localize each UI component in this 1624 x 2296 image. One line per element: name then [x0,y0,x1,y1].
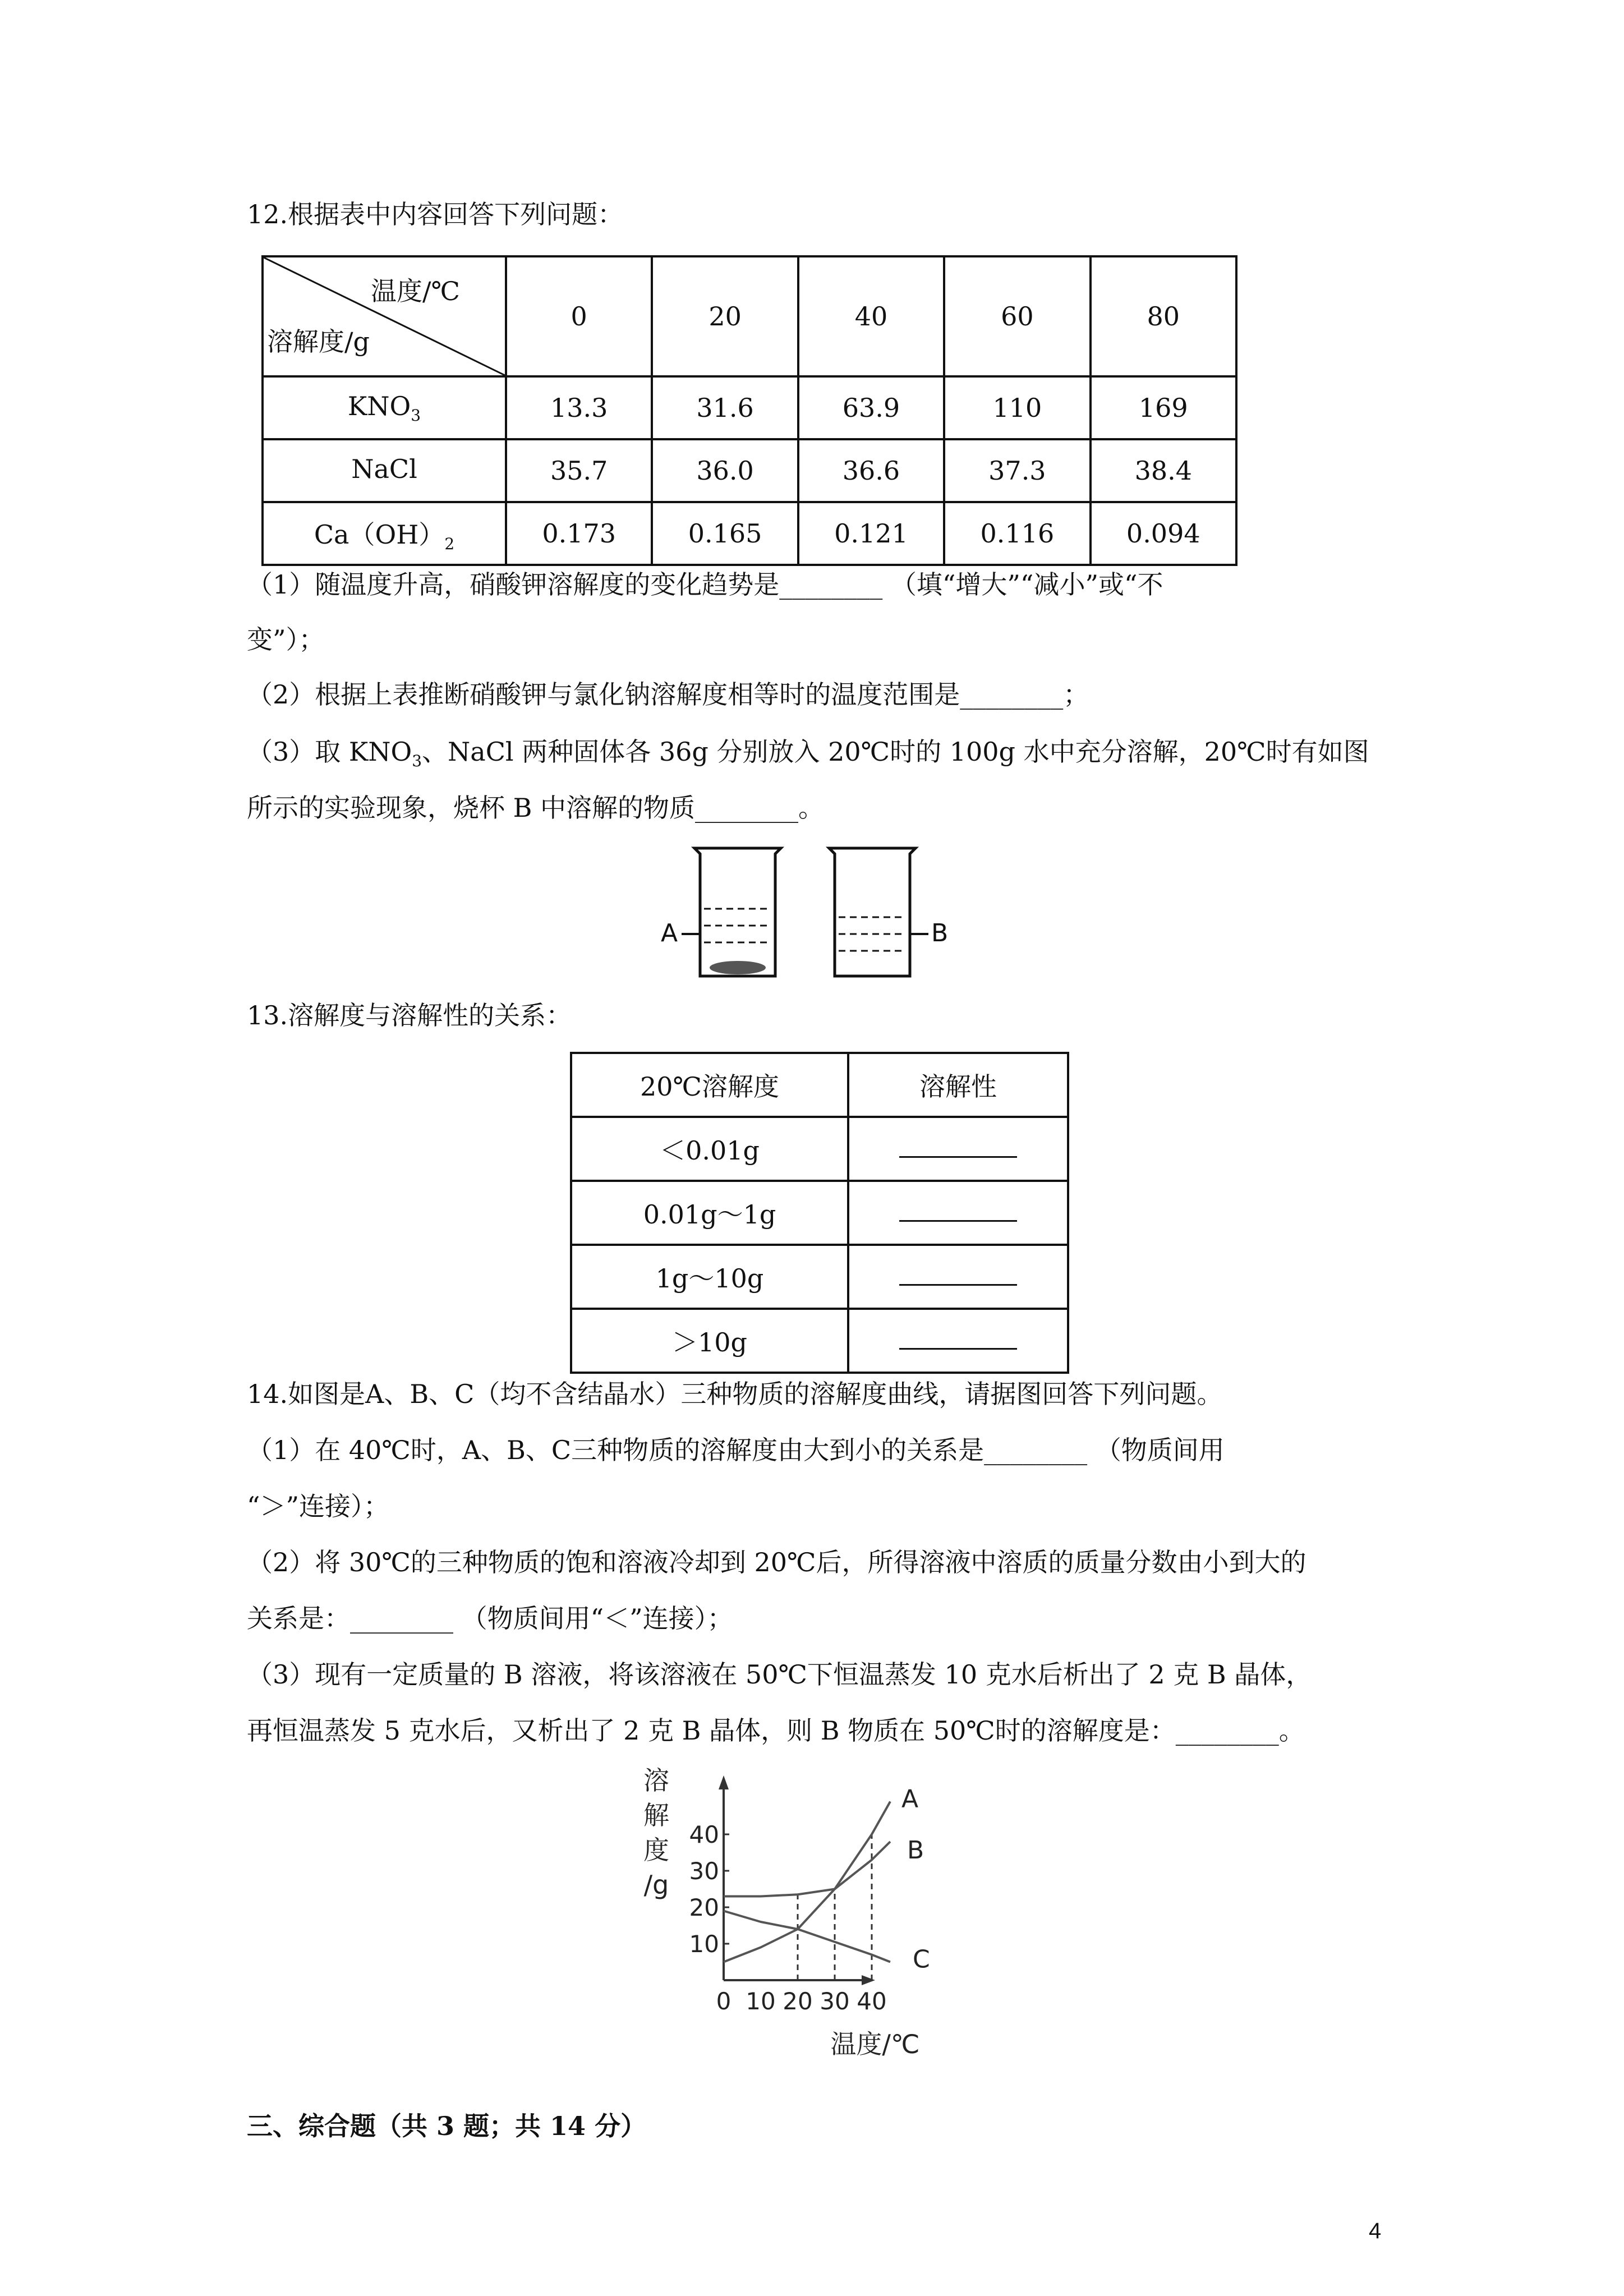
header-temperature: 温度/℃ [371,276,460,306]
table-diagonal-header [263,256,506,376]
q14-part2-line2: 关系是：________ （物质间用“＜”连接）； [247,1603,733,1634]
header-solubility-class: 溶解性 [848,1053,1068,1117]
substance-name: $KNO_3$ [263,376,506,439]
table-cell: 169 [1091,376,1236,439]
y-tick-label: 30 [689,1857,719,1885]
beaker-a [682,848,781,976]
answer-blank [848,1245,1068,1309]
x-tick-label: 20 [783,1987,813,2015]
table-cell: 31.6 [652,376,798,439]
q12-part2: （2）根据上表推断硝酸钾与氯化钠溶解度相等时的温度范围是________； [247,679,1089,710]
table-cell: 36.0 [652,439,798,502]
curve-a [724,1802,890,1962]
q12-part3-line1: （3）取 $KNO_3$、NaCl 两种固体各 36g 分别放入 20℃时的 100g 水中充分溶解，20℃时有如图 [247,737,1369,770]
q14-part1-line2: “＞”连接）； [247,1491,390,1521]
table-row [263,439,1236,502]
curve-b [724,1842,890,1897]
y-axis-label: 度 [643,1835,669,1865]
table-cell: 37.3 [944,439,1090,502]
table-cell: 36.6 [798,439,944,502]
table-cell: 110 [944,376,1090,439]
answer-blank [848,1181,1068,1245]
q14-part3-line2: 再恒温蒸发 5 克水后，又析出了 2 克 B 晶体，则 B 物质在 50℃时的溶解度是：________。 [247,1715,1305,1746]
q12-part1-line1: （1）随温度升高，硝酸钾溶解度的变化趋势是________ （填“增大”“减小”或“不 [247,569,1163,600]
solubility-curve-chart [611,1756,1015,2059]
beakers-figure [651,841,1010,987]
curve-label-c: C [913,1945,930,1974]
y-axis-label: 溶 [643,1765,669,1796]
beaker-b-label: B [931,919,949,947]
range-cell: ＜0.01g [571,1117,848,1181]
table-row [571,1309,1068,1373]
temp-header: 40 [798,256,944,376]
y-tick-label: 10 [689,1930,719,1958]
temp-header: 60 [944,256,1090,376]
table-row [263,376,1236,439]
temp-header: 20 [652,256,798,376]
x-tick-label: 0 [716,1987,732,2015]
q12-part1-line2: 变”）； [247,624,325,655]
table-cell: 63.9 [798,376,944,439]
y-axis-arrow [719,1775,729,1789]
header-solubility: 溶解度/g [267,326,370,357]
x-tick-label: 10 [746,1987,776,2015]
y-tick-label: 40 [689,1821,719,1848]
solubility-classification-table [570,1052,1069,1374]
y-axis-label: /g [643,1870,669,1900]
substance-name: $Ca(OH)_2$ [263,502,506,565]
substance-name: NaCl [263,439,506,502]
temp-header: 0 [506,256,652,376]
q12-part3-line2: 所示的实验现象，烧杯 B 中溶解的物质________。 [247,793,825,823]
q13-title: 13.溶解度与溶解性的关系： [247,1000,572,1030]
temp-header: 80 [1091,256,1236,376]
table-cell: 0.121 [798,502,944,565]
solubility-table [261,255,1237,566]
table-cell: 0.173 [506,502,652,565]
table-row [571,1181,1068,1245]
q14-part3-line1: （3）现有一定质量的 B 溶液，将该溶液在 50℃下恒温蒸发 10 克水后析出了 2 克 B 晶体， [247,1659,1312,1690]
x-tick-label: 30 [820,1987,850,2015]
q14-part1-line1: （1）在 40℃时，A、B、C三种物质的溶解度由大到小的关系是________ （物质间用 [247,1435,1225,1465]
table-row [263,502,1236,565]
table-cell: 0.165 [652,502,798,565]
range-cell: 0.01g～1g [571,1181,848,1245]
answer-blank [848,1117,1068,1181]
answer-blank [848,1309,1068,1373]
table-cell: 0.094 [1091,502,1236,565]
q14-part2-line1: （2）将 30℃的三种物质的饱和溶液冷却到 20℃后，所得溶液中溶质的质量分数由小到大的 [247,1547,1306,1577]
curve-label-b: B [907,1836,924,1865]
x-axis-label: 温度/℃ [830,2029,920,2059]
q12-title: 12.根据表中内容回答下列问题： [247,199,624,229]
table-cell: 0.116 [944,502,1090,565]
x-axis-arrow [862,1975,875,1985]
table-row [571,1117,1068,1181]
q14-title: 14.如图是A、B、C（均不含结晶水）三种物质的溶解度曲线，请据图回答下列问题。 [247,1379,1223,1409]
range-cell: 1g～10g [571,1245,848,1309]
undissolved-solid [710,961,766,974]
header-solubility-20c: 20℃溶解度 [571,1053,848,1117]
table-cell: 13.3 [506,376,652,439]
table-cell: 35.7 [506,439,652,502]
range-cell: ＞10g [571,1309,848,1373]
y-tick-label: 20 [689,1894,719,1921]
curve-label-a: A [901,1784,919,1814]
page-number: 4 [1369,2219,1382,2243]
beaker-a-label: A [661,919,678,947]
beaker-b [829,848,928,976]
section-heading: 三、综合题（共 3 题；共 14 分） [247,2111,647,2141]
y-axis-label: 解 [643,1800,669,1830]
table-cell: 38.4 [1091,439,1236,502]
table-row [571,1245,1068,1309]
x-tick-label: 40 [857,1987,887,2015]
